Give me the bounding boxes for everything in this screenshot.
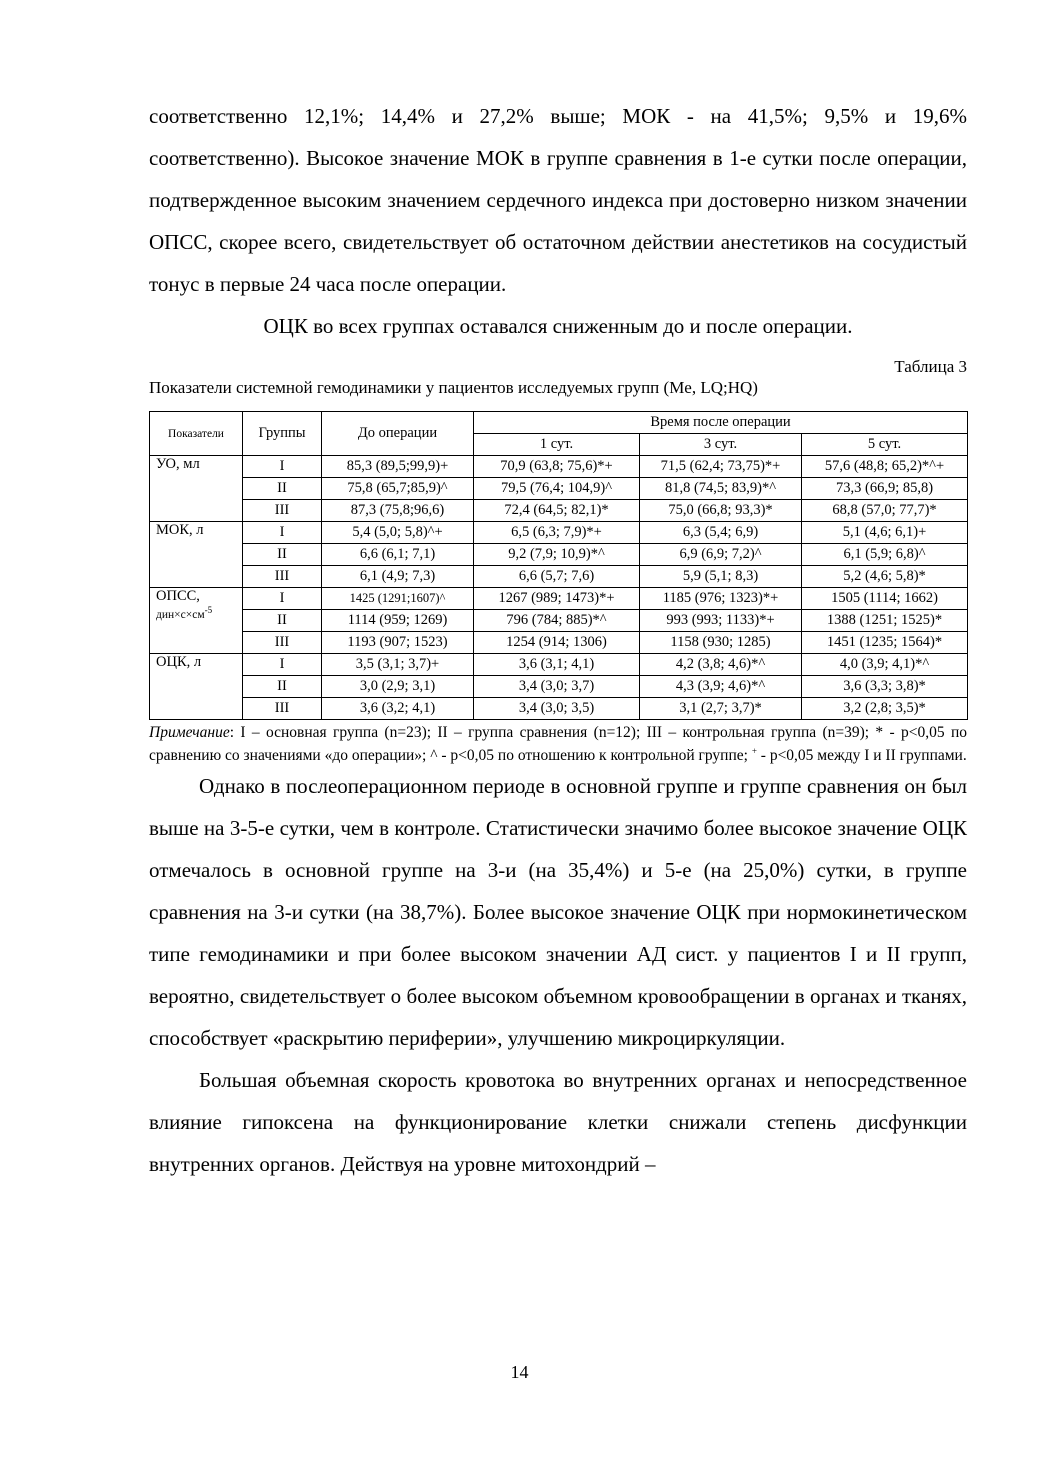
before-cell: 87,3 (75,8;96,6) (322, 500, 474, 522)
note-text-1: : I – основная группа (n=23); II – группа сравнения (n=12); III – контрольная группа (n=39); * - p<0,05 по сравнению со значениями «до операции»; ^ - p<0,05 по отношению к контрольной группе; (149, 724, 967, 765)
table-body (150, 456, 968, 720)
indicator-label: УО, мл (156, 456, 200, 472)
indicator-name (150, 522, 243, 588)
before-cell: 1425 (1291;1607)^ (322, 588, 474, 610)
header-day5: 5 сут. (802, 434, 968, 456)
header-before: До операции (322, 412, 474, 456)
before-cell: 5,4 (5,0; 5,8)^+ (322, 522, 474, 544)
day5-cell: 1388 (1251; 1525)* (802, 610, 968, 632)
day1-cell: 9,2 (7,9; 10,9)*^ (474, 544, 640, 566)
indicator-label: МОК, л (156, 522, 204, 538)
table-row (150, 500, 968, 522)
note-text-2: - p<0,05 между I и II группами. (756, 747, 967, 765)
table-row (150, 456, 968, 478)
day3-cell: 4,2 (3,8; 4,6)*^ (640, 654, 802, 676)
header-indicator: Показатели (150, 412, 243, 456)
note-sup: + (751, 746, 757, 756)
before-cell: 3,5 (3,1; 3,7)+ (322, 654, 474, 676)
day3-cell: 6,9 (6,9; 7,2)^ (640, 544, 802, 566)
table-label: Таблица 3 (894, 357, 967, 376)
day5-cell: 68,8 (57,0; 77,7)* (802, 500, 968, 522)
page-number: 14 (510, 1362, 529, 1382)
day1-cell: 79,5 (76,4; 104,9)^ (474, 478, 640, 500)
day5-cell: 5,2 (4,6; 5,8)* (802, 566, 968, 588)
table-row (150, 676, 968, 698)
indicator-name (150, 456, 243, 522)
day1-cell: 3,4 (3,0; 3,5) (474, 698, 640, 720)
group-cell: I (243, 456, 322, 478)
day3-cell: 1158 (930; 1285) (640, 632, 802, 654)
day3-cell: 71,5 (62,4; 73,75)*+ (640, 456, 802, 478)
before-cell: 1114 (959; 1269) (322, 610, 474, 632)
day1-cell: 3,4 (3,0; 3,7) (474, 676, 640, 698)
day5-cell: 3,2 (2,8; 3,5)* (802, 698, 968, 720)
table-row (150, 610, 968, 632)
group-cell: II (243, 544, 322, 566)
day5-cell: 1505 (1114; 1662) (802, 588, 968, 610)
day1-cell: 3,6 (3,1; 4,1) (474, 654, 640, 676)
group-cell: II (243, 610, 322, 632)
indicator-unit (156, 605, 240, 621)
paragraph-3: Однако в послеоперационном периоде в основной группе и группе сравнения он был выше на 3-5-е сутки, чем в контроле. Статистически значимо более высокое значение ОЦК отмечалось в основной группе на 3-и (на 35,4%) и 5-е (на 25,0%) сутки, в группе сравнения на 3-и сутки (на 38,7%). Более высокое значение ОЦК при нормокинетическом типе гемодинамики и при более высоком значении АД сист. у пациентов I и II групп, вероятно, свидетельствует о более высоком объемном кровообращении в органах и тканях, способствует «раскрытию периферии», улучшению микроциркуляции. (149, 774, 967, 1051)
table-row (150, 588, 968, 610)
header-day3: 3 сут. (640, 434, 802, 456)
day5-cell: 6,1 (5,9; 6,8)^ (802, 544, 968, 566)
group-cell: II (243, 676, 322, 698)
header-group: Группы (243, 412, 322, 456)
before-cell: 6,1 (4,9; 7,3) (322, 566, 474, 588)
day3-cell: 6,3 (5,4; 6,9) (640, 522, 802, 544)
table-row (150, 654, 968, 676)
header-after: Время после операции (474, 412, 968, 434)
table-title: Показатели системной гемодинамики у пациентов исследуемых групп (Me, LQ;HQ) (149, 378, 758, 397)
hemodynamics-table (149, 411, 968, 720)
indicator-label: ОЦК, л (156, 654, 202, 670)
group-cell: III (243, 632, 322, 654)
day1-cell: 72,4 (64,5; 82,1)* (474, 500, 640, 522)
day3-cell: 4,3 (3,9; 4,6)*^ (640, 676, 802, 698)
table-row (150, 632, 968, 654)
day3-cell: 1185 (976; 1323)*+ (640, 588, 802, 610)
header-day1: 1 сут. (474, 434, 640, 456)
day1-cell: 6,5 (6,3; 7,9)*+ (474, 522, 640, 544)
group-cell: III (243, 500, 322, 522)
indicator-name (150, 654, 243, 720)
day1-cell: 6,6 (5,7; 7,6) (474, 566, 640, 588)
table-row (150, 544, 968, 566)
indicator-name (150, 588, 243, 654)
day5-cell: 57,6 (48,8; 65,2)*^+ (802, 456, 968, 478)
table-row (150, 522, 968, 544)
day5-cell: 4,0 (3,9; 4,1)*^ (802, 654, 968, 676)
paragraph-2: ОЦК во всех группах оставался сниженным до и после операции. (263, 314, 853, 338)
before-cell: 6,6 (6,1; 7,1) (322, 544, 474, 566)
group-cell: I (243, 654, 322, 676)
table-row (150, 566, 968, 588)
group-cell: I (243, 522, 322, 544)
table-note (149, 723, 967, 765)
document-page (149, 95, 967, 1185)
day3-cell: 81,8 (74,5; 83,9)*^ (640, 478, 802, 500)
table-row (150, 478, 968, 500)
group-cell: III (243, 566, 322, 588)
day3-cell: 75,0 (66,8; 93,3)* (640, 500, 802, 522)
before-cell: 75,8 (65,7;85,9)^ (322, 478, 474, 500)
paragraph-1: соответственно 12,1%; 14,4% и 27,2% выше; МОК - на 41,5%; 9,5% и 19,6% соответственно). Высокое значение МОК в группе сравнения в 1-е сутки после операции, подтвержденное высоким значением сердечного индекса при достоверно низком значении ОПСС, скорее всего, свидетельствует об остаточном действии анестетиков на сосудистый тонус в первые 24 часа после операции. (149, 104, 967, 296)
day1-cell: 796 (784; 885)*^ (474, 610, 640, 632)
day1-cell: 70,9 (63,8; 75,6)*+ (474, 456, 640, 478)
group-cell: II (243, 478, 322, 500)
table-row (150, 698, 968, 720)
note-label: Примечание (149, 724, 230, 741)
before-cell: 3,6 (3,2; 4,1) (322, 698, 474, 720)
day3-cell: 5,9 (5,1; 8,3) (640, 566, 802, 588)
indicator-label: ОПСС, (156, 588, 200, 604)
day5-cell: 5,1 (4,6; 6,1)+ (802, 522, 968, 544)
group-cell: I (243, 588, 322, 610)
day1-cell: 1267 (989; 1473)*+ (474, 588, 640, 610)
day5-cell: 3,6 (3,3; 3,8)* (802, 676, 968, 698)
day5-cell: 1451 (1235; 1564)* (802, 632, 968, 654)
day5-cell: 73,3 (66,9; 85,8) (802, 478, 968, 500)
day3-cell: 993 (993; 1133)*+ (640, 610, 802, 632)
paragraph-4: Большая объемная скорость кровотока во внутренних органах и непосредственное влияние гипоксена на функционирование клетки снижали степень дисфункции внутренних органов. Действуя на уровне митохондрий – (149, 1068, 967, 1177)
indicator-unit-text: дин×с×см (156, 608, 205, 621)
before-cell: 85,3 (89,5;99,9)+ (322, 456, 474, 478)
day3-cell: 3,1 (2,7; 3,7)* (640, 698, 802, 720)
indicator-unit-sup: -5 (204, 605, 213, 615)
group-cell: III (243, 698, 322, 720)
day1-cell: 1254 (914; 1306) (474, 632, 640, 654)
before-cell: 3,0 (2,9; 3,1) (322, 676, 474, 698)
before-cell: 1193 (907; 1523) (322, 632, 474, 654)
